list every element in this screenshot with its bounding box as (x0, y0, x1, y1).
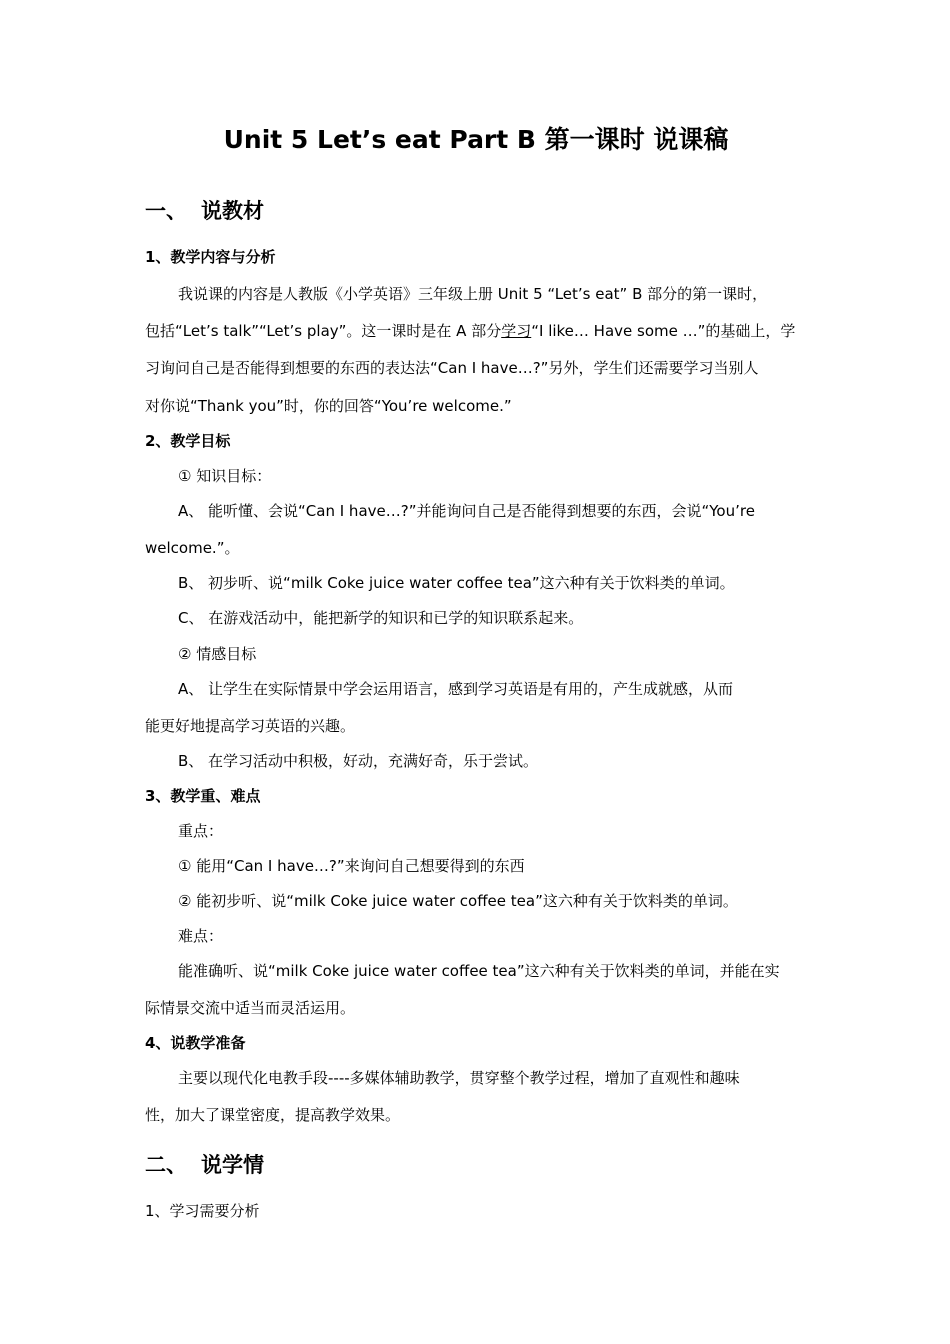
list-item: A、 能听懂、会说“Can I have…?”并能询问自己是否能得到想要的东西，会说“You’re (178, 502, 755, 520)
text-span: “I like… Have some …”的基础上，学 (531, 322, 796, 340)
list-item: B、 初步听、说“milk Coke juice water coffee tea”这六种有关于饮料类的单词。 (178, 574, 735, 592)
objective-title: ① 知识目标： (178, 467, 272, 485)
subsection-heading: 4、说教学准备 (145, 1034, 246, 1052)
list-item: B、 在学习活动中积极，好动，充满好奇，乐于尝试。 (178, 752, 539, 770)
paragraph-line: 主要以现代化电教手段----多媒体辅助教学，贯穿整个教学过程，增加了直观性和趣味 (178, 1069, 740, 1087)
paragraph-line: 能准确听、说“milk Coke juice water coffee tea”这六种有关于饮料类的单词，并能在实 (178, 962, 780, 980)
section-number: 二、 (145, 1153, 187, 1177)
subsection-heading: 1、学习需要分析 (145, 1202, 260, 1220)
list-item-continuation: welcome.”。 (145, 539, 240, 557)
list-item: ② 能初步听、说“milk Coke juice water coffee tea”这六种有关于饮料类的单词。 (178, 892, 738, 910)
objective-title: ② 情感目标 (178, 645, 257, 663)
section-number: 一、 (145, 199, 187, 223)
subsection-heading: 3、教学重、难点 (145, 787, 261, 805)
paragraph-line: 我说课的内容是人教版《小学英语》三年级上册 Unit 5 “Let’s eat” B 部分的第一课时， (178, 285, 768, 303)
subsection-heading: 1、教学内容与分析 (145, 248, 276, 266)
underlined-text: 学习 (501, 322, 532, 340)
list-item-continuation: 能更好地提高学习英语的兴趣。 (145, 717, 356, 735)
section-title: 说学情 (201, 1153, 264, 1177)
subsection-heading: 2、教学目标 (145, 432, 231, 450)
list-item: C、 在游戏活动中，能把新学的知识和已学的知识联系起来。 (178, 609, 584, 627)
list-item: A、 让学生在实际情景中学会运用语言，感到学习英语是有用的，产生成就感，从而 (178, 680, 734, 698)
paragraph-line: 性，加大了课堂密度，提高教学效果。 (145, 1106, 401, 1124)
label: 难点： (178, 927, 224, 945)
paragraph-line: 习询问自己是否能得到想要的东西的表达法“Can I have…?”另外，学生们还需要学习当别人 (145, 359, 759, 377)
paragraph-line: 对你说“Thank you”时，你的回答“You’re welcome.” (145, 397, 512, 415)
section-heading-2 (145, 1150, 264, 1180)
document-title: Unit 5 Let’s eat Part B 第一课时 说课稿 (223, 125, 729, 154)
text-span: 包括“Let’s talk”“Let’s play”。这一课时是在 A 部分 (145, 322, 502, 340)
list-item: ① 能用“Can I have…?”来询问自己想要得到的东西 (178, 857, 525, 875)
label: 重点： (178, 822, 224, 840)
paragraph-line (145, 320, 795, 342)
paragraph-line: 际情景交流中适当而灵活运用。 (145, 999, 356, 1017)
section-heading-1 (145, 196, 264, 226)
section-title: 说教材 (201, 199, 264, 223)
